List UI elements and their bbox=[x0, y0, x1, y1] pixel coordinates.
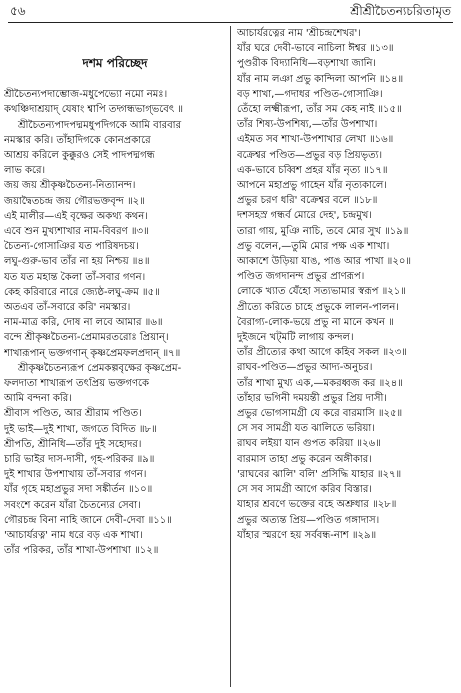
running-title: শ্রীশ্রীচৈতন্যচরিতামৃত bbox=[350, 4, 451, 18]
right-verse-lines bbox=[237, 26, 459, 543]
verse-line: যাহার শ্রবণে ভক্তের বহে অশ্রুধার ॥২৮॥ bbox=[237, 499, 397, 511]
right-column bbox=[237, 26, 459, 688]
verse-line: পুণ্ডরীক বিদ্যানিধি—বড়শাখা জানি। bbox=[237, 58, 376, 70]
verse-line: চৈতন্য-গোসাঞির যত পারিষদচয়। bbox=[4, 241, 139, 253]
verse-line: গৌরচন্দ্র বিনা নাহি জানে দেবী-দেবা ॥১১॥ bbox=[4, 514, 172, 526]
verse-line: লোকে খ্যাত যেঁহো সত্যভামার স্বরূপ ॥২১॥ bbox=[237, 286, 406, 298]
verse-line: প্রীত্যে করিতে চাহে প্রভুকে লালন-পালন। bbox=[237, 301, 399, 313]
verse-line: দুই ভাই—দুই শাখা, জগতে বিদিত ॥৮॥ bbox=[4, 423, 157, 435]
verse-line: তারা গায়, মুঞি নাচি, তবে মোর সুখ ॥১৯॥ bbox=[237, 225, 409, 237]
verse-line: পণ্ডিত জগদানন্দ প্রভুর প্রাণরূপ। bbox=[237, 271, 365, 283]
verse-line: তেঁহো লক্ষ্মীরূপা, তাঁর সম কেহ নাই ॥১৫॥ bbox=[237, 104, 402, 116]
verse-line: শ্রীবাস পণ্ডিত, আর শ্রীরাম পণ্ডিত। bbox=[4, 408, 142, 420]
verse-line: প্রভুর ভোগসামগ্রী যে করে বারমাসি ॥২৫॥ bbox=[237, 408, 403, 420]
verse-line: ফলদাতা শাখারূপ তৎপ্রিয় ভক্তগণকে bbox=[4, 378, 150, 390]
verse-line: প্রভু বলেন,—তুমি মোর পক্ষ এক শাখা। bbox=[237, 240, 390, 252]
verse-line: প্রভুর চরণ ধরি' বক্রেশ্বর বলে ॥১৮॥ bbox=[237, 195, 378, 207]
verse-line: দশসহস্র গন্ধর্ব মোরে দেহ', চন্দ্রমুখ। bbox=[237, 210, 372, 222]
chapter-heading: দশম পরিচ্ছেদ bbox=[82, 56, 148, 70]
verse-line: কথঞ্চিদাশ্রয়াদ্ যেষাং শ্বাপি তদ্গন্ধভাগ্‌ভবেৎ ॥ bbox=[4, 104, 184, 116]
verse-line: শ্রীচৈতন্যপাদপদ্মমধুপদিগকে আমি বারবার bbox=[18, 119, 182, 131]
verse-line: আমি বন্দনা করি। bbox=[4, 393, 72, 405]
left-verse-lines bbox=[4, 87, 226, 558]
verse-line: চারি ভাইর দাস-দাসী, গৃহ-পরিকর ॥৯॥ bbox=[4, 454, 155, 466]
column-divider bbox=[230, 26, 231, 687]
verse-line: বৈরাগ্য-লোক-ভয়ে প্রভু না মানে কখন ॥ bbox=[237, 316, 394, 328]
page-header bbox=[0, 0, 461, 22]
verse-line: বন্দে শ্রীকৃষ্ণচৈতন্য-প্রেমামরতরোঃ প্রিয়ান্। bbox=[4, 332, 169, 344]
verse-line: জয় জয় শ্রীকৃষ্ণচৈতন্য-নিত্যানন্দ। bbox=[4, 180, 136, 192]
verse-line: এই মালীর—এই বৃক্ষের অকথ্য কথন। bbox=[4, 210, 148, 222]
verse-line: নাম-মাত্র করি, দোষ না লবে আমার ॥৬॥ bbox=[4, 317, 163, 329]
verse-line: তাঁর পরিকর, তাঁর শাখা-উপশাখা ॥১২॥ bbox=[4, 545, 159, 557]
verse-line: রাঘব-পণ্ডিত—প্রভুর আদ্য-অনুচর। bbox=[237, 362, 373, 374]
verse-line: যাঁর ঘরে দেবী-ভাবে নাচিলা ঈশ্বর ॥১৩॥ bbox=[237, 43, 394, 55]
page-number: ৫৬ bbox=[10, 4, 26, 18]
header-rule bbox=[8, 22, 453, 23]
verse-line: দুই শাখার উপশাখায় তাঁ-সবার গণন। bbox=[4, 469, 147, 481]
verse-line: তাঁহার ভগিনী দময়ন্তী প্রভুর প্রিয় দাসী। bbox=[237, 392, 387, 404]
verse-line: অতএব তাঁ-সবারে করি' নমস্কার। bbox=[4, 302, 131, 314]
verse-line: কেহ করিবারে নারে জ্যেষ্ঠ-লঘু-ক্রম ॥৫॥ bbox=[4, 286, 160, 298]
verse-line: এক-ভাবে চব্বিশ প্রহর যাঁর নৃত্য ॥১৭॥ bbox=[237, 164, 388, 176]
verse-line: আচার্যরত্নের নাম 'শ্রীচন্দ্রশেখর'। bbox=[237, 28, 361, 39]
verse-line: লাভ করে। bbox=[4, 165, 46, 177]
verse-line: দুইজনে খট্‌মটি লাগায় কন্দল। bbox=[237, 332, 354, 344]
verse-line: বারমাস তাহা প্রভু করেন অঙ্গীকার। bbox=[237, 453, 372, 465]
verse-line: নমস্কার করি। তাঁহাদিগকে কোনপ্রকারে bbox=[4, 134, 151, 146]
verse-line: 'রাঘবের ঝালি' বলি' প্রসিদ্ধি যাহার ॥২৭॥ bbox=[237, 468, 402, 480]
verse-line: যাঁর নাম লঞা প্রভু কান্দিলা আপনি ॥১৪॥ bbox=[237, 73, 404, 85]
verse-line: আশ্রয় করিলে কুক্কুরও সেই পাদপদ্মগন্ধ bbox=[4, 150, 155, 162]
verse-line: যাঁহার স্মরণে হয় সর্ববন্ধ-নাশ ॥২৯॥ bbox=[237, 529, 377, 541]
verse-line: 'আচার্যরত্ন' নাম ধরে বড় এক শাখা। bbox=[4, 530, 143, 542]
verse-line: সবংশে করেন যাঁরা চৈতন্যের সেবা। bbox=[4, 499, 141, 511]
verse-line: আকাশে উড়িয়া যাঙ, পাঙ আর পাখা ॥২০॥ bbox=[237, 256, 411, 268]
verse-line: সে সব সামগ্রী যত ঝালিতে ভরিয়া। bbox=[237, 423, 375, 435]
verse-line: লঘু-গুরু-ভাব তাঁর না হয় নিশ্চয় ॥৪॥ bbox=[4, 256, 150, 268]
verse-line: এইমত সব শাখা-উপশাখার লেখা ॥১৬॥ bbox=[237, 134, 394, 146]
verse-line: জয়াদ্বৈতচন্দ্র জয় গৌরভক্তবৃন্দ ॥২॥ bbox=[4, 195, 145, 207]
verse-line: আপনে মহাপ্রভু গাহেন যাঁর নৃত্যকালে। bbox=[237, 180, 387, 192]
verse-line: বক্রেশ্বর পণ্ডিত—প্রভুর বড় প্রিয়ভৃত্য। bbox=[237, 149, 383, 161]
verse-line: যত যত মহান্ত কৈলা তাঁ-সবার গণন। bbox=[4, 271, 146, 283]
verse-line: তাঁর শাখা মুখ্য এক,—মকরধ্বজ কর ॥২৪॥ bbox=[237, 377, 403, 389]
verse-line: শাখারূপান্ ভক্তগণান্ কৃষ্ণপ্রেমফলপ্রদান্ ॥৭॥ bbox=[4, 347, 181, 359]
verse-line: প্রভুর অত্যন্ত প্রিয়—পণ্ডিত গঙ্গাদাস। bbox=[237, 514, 380, 526]
verse-line: সে সব সামগ্রী আগে করিব বিস্তার। bbox=[237, 484, 372, 496]
verse-line: শ্রীপতি, শ্রীনিধি—তাঁর দুই সহোদর। bbox=[4, 438, 142, 450]
verse-line: রাঘব লইয়া যান গুপত করিয়া ॥২৬॥ bbox=[237, 438, 381, 450]
verse-line: তাঁর শিষ্য-উপশিষ্য,—তাঁর উপশাখা। bbox=[237, 119, 378, 131]
verse-line: তাঁর প্রীত্যের কথা আগে কহিব সকল ॥২৩॥ bbox=[237, 347, 407, 359]
verse-line: শ্রীচৈতন্যপদাম্ভোজ-মধুপেভ্যো নমো নমঃ। bbox=[4, 89, 168, 101]
left-column bbox=[4, 26, 226, 688]
verse-line: বড় শাখা,—গদাধর পণ্ডিত-গোসাঞি। bbox=[237, 88, 383, 100]
verse-line: এবে শুন মুখ্যশাখার নাম-বিবরণ ॥৩॥ bbox=[4, 226, 149, 238]
verse-line: যাঁর গৃহে মহাপ্রভুর সদা সঙ্কীর্তন ॥১০॥ bbox=[4, 484, 153, 496]
verse-line: শ্রীকৃষ্ণচৈতন্যরূপ প্রেমকল্পবৃক্ষের কৃষ্ণপ্রেম- bbox=[18, 362, 182, 374]
